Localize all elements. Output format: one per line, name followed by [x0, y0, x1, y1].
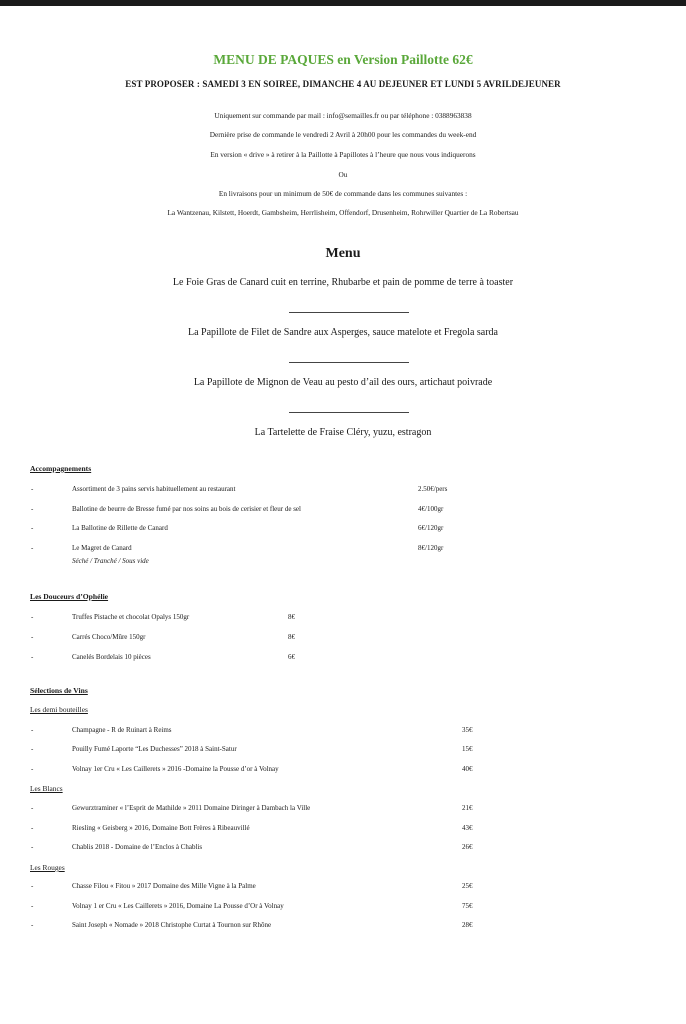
bullet: - [31, 745, 34, 753]
bullet: - [31, 921, 34, 929]
item-price: 8€ [288, 633, 295, 641]
subsection-title-blancs: Les Blancs [30, 784, 63, 793]
item-price: 43€ [462, 824, 473, 832]
section-title-vins: Sélections de Vins [30, 686, 88, 695]
bullet: - [31, 633, 34, 641]
item-price: 75€ [462, 902, 473, 910]
section-title-accompagnements: Accompagnements [30, 464, 92, 473]
list-item: La Ballotine de Rillette de Canard [72, 524, 168, 532]
item-price: 21€ [462, 804, 473, 812]
list-item: Carrés Choco/Mûre 150gr [72, 633, 146, 641]
bullet: - [31, 902, 34, 910]
list-item: Riesling « Geisberg » 2016, Domaine Bott Frères à Ribeauvillé [72, 824, 250, 832]
bullet: - [31, 653, 34, 661]
info-line-drive: En version « drive » à retirer à la Paillotte à Papillotes à l’heure que nous vous indiquerons [210, 150, 476, 159]
bullet: - [31, 485, 34, 493]
bullet: - [31, 804, 34, 812]
list-item: Truffes Pistache et chocolat Opalys 150gr [72, 613, 190, 621]
bullet: - [31, 613, 34, 621]
list-item: Ballotine de beurre de Bresse fumé par nos soins au bois de cerisier et fleur de sel [72, 505, 301, 513]
item-price: 35€ [462, 726, 473, 734]
list-item: Volnay 1er Cru « Les Caillerets » 2016 -Domaine la Pousse d’or à Volnay [72, 765, 279, 773]
menu-dish: La Papillote de Filet de Sandre aux Asperges, sauce matelote et Fregola sarda [188, 327, 498, 338]
item-price: 6€/120gr [418, 524, 444, 532]
dish-separator [289, 312, 409, 313]
item-price: 40€ [462, 765, 473, 773]
bullet: - [31, 882, 34, 890]
list-item: Le Magret de Canard [72, 544, 132, 552]
item-price: 8€/120gr [418, 544, 444, 552]
info-line-or: Ou [338, 170, 348, 179]
section-title-douceurs: Les Douceurs d’Ophélie [30, 592, 109, 601]
list-item: Chasse Filou « Fitou » 2017 Domaine des Mille Vigne à la Palme [72, 882, 256, 890]
menu-dish: La Tartelette de Fraise Cléry, yuzu, estragon [254, 427, 432, 438]
bullet: - [31, 524, 34, 532]
list-item: Champagne - R de Ruinart à Reims [72, 726, 172, 734]
bullet: - [31, 824, 34, 832]
menu-dish: La Papillote de Mignon de Veau au pesto d’ail des ours, artichaut poivrade [193, 377, 493, 388]
item-price: 15€ [462, 745, 473, 753]
item-price: 2.50€/pers [418, 485, 448, 493]
list-item: Chablis 2018 - Domaine de l’Enclos à Chablis [72, 843, 203, 851]
bullet: - [31, 765, 34, 773]
subsection-title-rouges: Les Rouges [30, 863, 65, 872]
list-item: Assortiment de 3 pains servis habituellement au restaurant [72, 485, 236, 493]
list-item: Saint Joseph « Nomade » 2018 Christophe Curtat à Tournon sur Rhône [72, 921, 272, 929]
subsection-title-demi: Les demi bouteilles [30, 705, 88, 714]
item-price: 25€ [462, 882, 473, 890]
bullet: - [31, 726, 34, 734]
info-line-communes: La Wantzenau, Kilstett, Hoerdt, Gambsheim, Herrlisheim, Offendorf, Drusenheim, Rohrwiller Quartier de La Robertsau [167, 208, 519, 217]
item-price: 8€ [288, 613, 295, 621]
list-item: Canelés Bordelais 10 pièces [72, 653, 151, 661]
bullet: - [31, 843, 34, 851]
bullet: - [31, 505, 34, 513]
item-note: Séché / Tranché / Sous vide [72, 557, 149, 565]
menu-dish: Le Foie Gras de Canard cuit en terrine, Rhubarbe et pain de pomme de terre à toaster [172, 277, 514, 288]
info-line-order: Uniquement sur commande par mail : info@semailles.fr ou par téléphone : 0388963838 [214, 111, 472, 120]
page-subtitle: EST PROPOSER : SAMEDI 3 EN SOIREE, DIMANCHE 4 AU DEJEUNER ET LUNDI 5 AVRILDEJEUNER [125, 79, 561, 89]
page-title: MENU DE PAQUES en Version Paillotte 62€ [213, 52, 473, 67]
dish-separator [289, 362, 409, 363]
info-line-deadline: Dernière prise de commande le vendredi 2 Avril à 20h00 pour les commandes du week-end [209, 130, 477, 139]
item-price: 4€/100gr [418, 505, 444, 513]
item-price: 6€ [288, 653, 295, 661]
item-price: 28€ [462, 921, 473, 929]
dish-separator [289, 412, 409, 413]
menu-heading: Menu [325, 246, 361, 261]
item-price: 26€ [462, 843, 473, 851]
info-line-delivery: En livraisons pour un minimum de 50€ de commande dans les communes suivantes : [218, 189, 468, 198]
bullet: - [31, 544, 34, 552]
list-item: Gewurztraminer « l’Esprit de Mathilde » 2011 Domaine Diringer à Dambach la Ville [72, 804, 311, 812]
list-item: Pouilly Fumé Laporte “Les Duchesses” 2018 à Saint-Satur [72, 745, 237, 753]
list-item: Volnay 1 er Cru « Les Caillerets » 2016, Domaine La Pousse d’Or à Volnay [72, 902, 284, 910]
top-bar [0, 0, 686, 6]
